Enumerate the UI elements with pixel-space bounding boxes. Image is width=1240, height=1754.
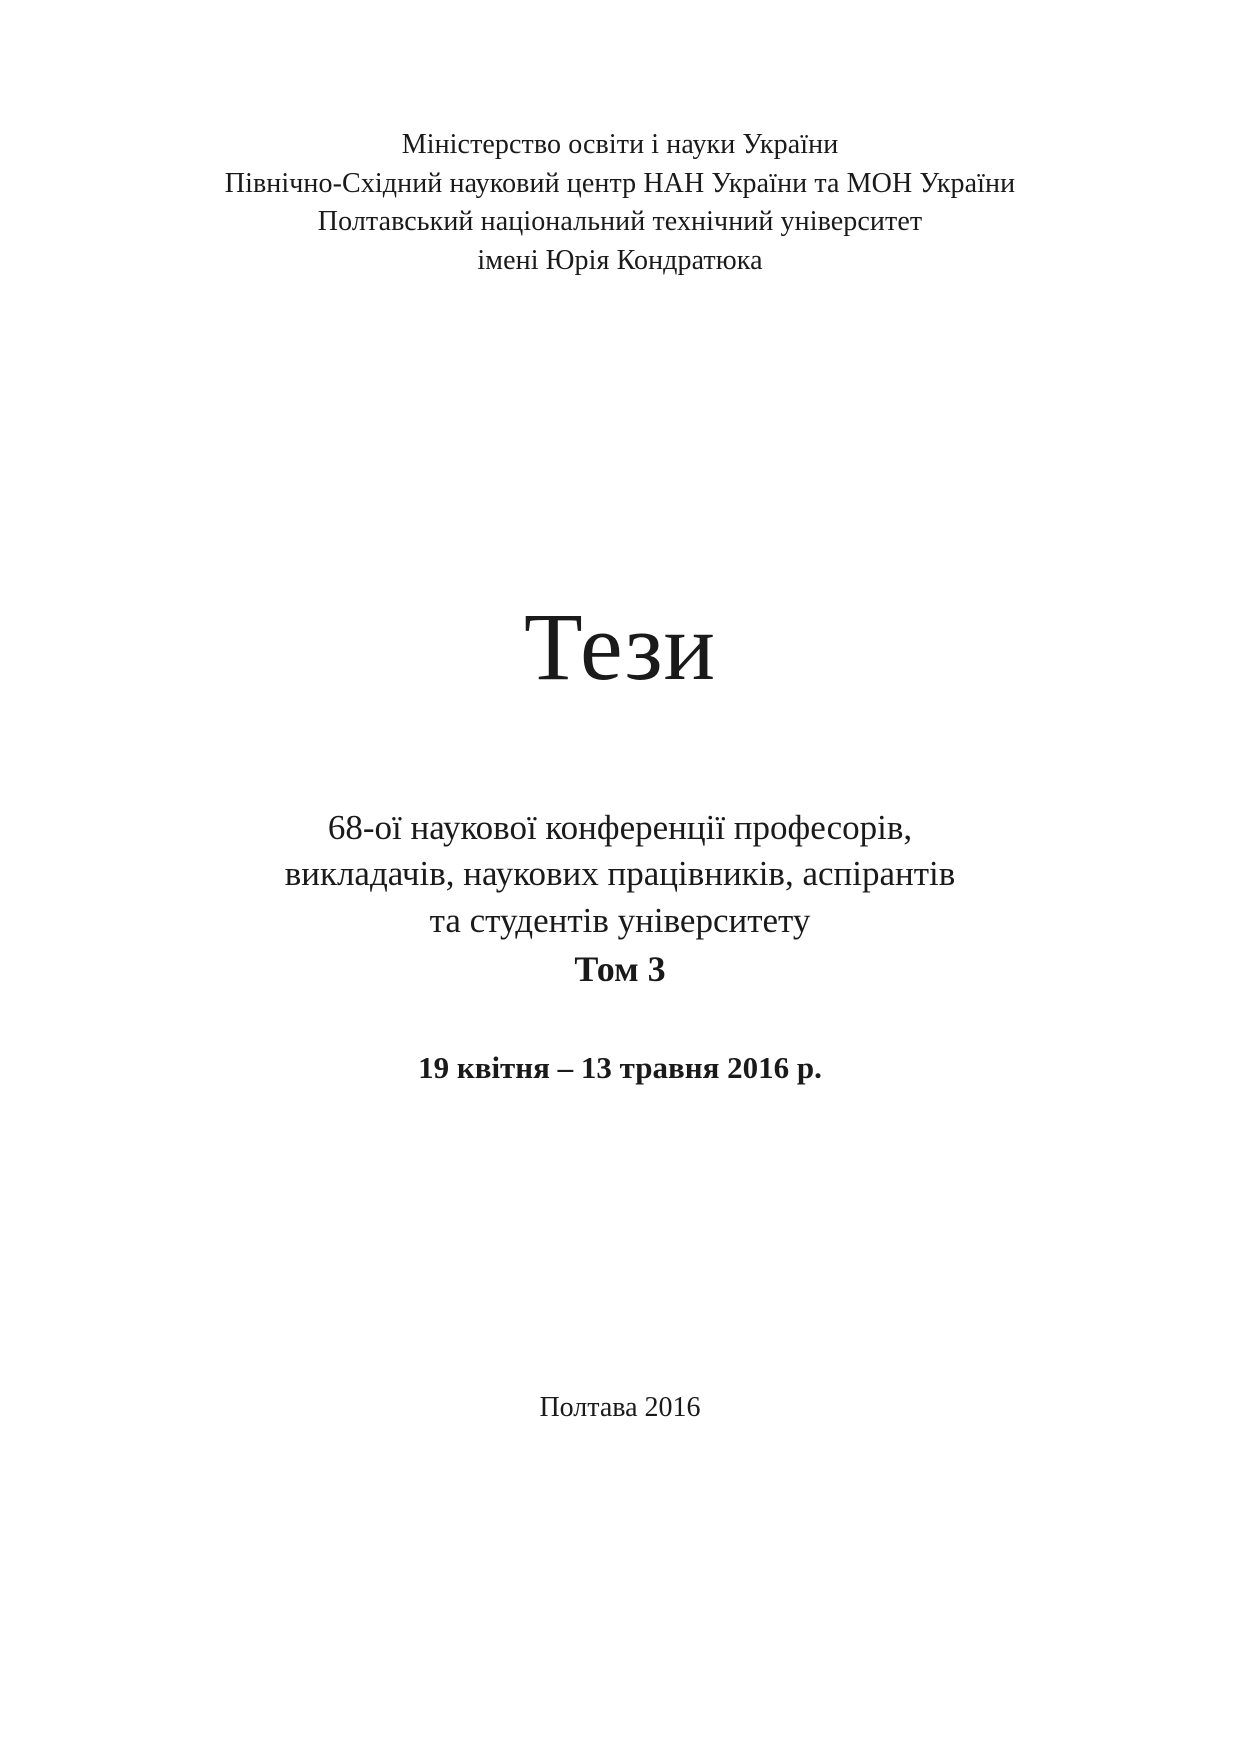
conference-dates-section [0, 1050, 1240, 1086]
subtitle-line-1: 68-ої наукової конференції професорів, [327, 807, 913, 847]
title-section [0, 592, 1240, 700]
page-title: Тези [523, 592, 717, 700]
institution-line-university-name: імені Юрія Кондратюка [477, 244, 763, 276]
place-and-year: Полтава 2016 [539, 1392, 701, 1423]
institution-line-university: Полтавський національний технічний університет [317, 206, 923, 238]
volume-label: Том 3 [574, 949, 666, 990]
institution-line-ministry: Міністерство освіти і науки України [401, 129, 839, 160]
subtitle-line-2: викладачів, наукових працівників, аспірантів [284, 854, 956, 894]
subtitle-section [0, 805, 1240, 995]
conference-dates: 19 квітня – 13 травня 2016 р. [418, 1050, 822, 1086]
institution-header [0, 126, 1240, 281]
institution-line-research-center: Північно-Східний науковий центр НАН України та МОН України [224, 167, 1016, 199]
imprint-footer [0, 1392, 1240, 1424]
subtitle-line-3: та студентів університету [429, 900, 811, 940]
